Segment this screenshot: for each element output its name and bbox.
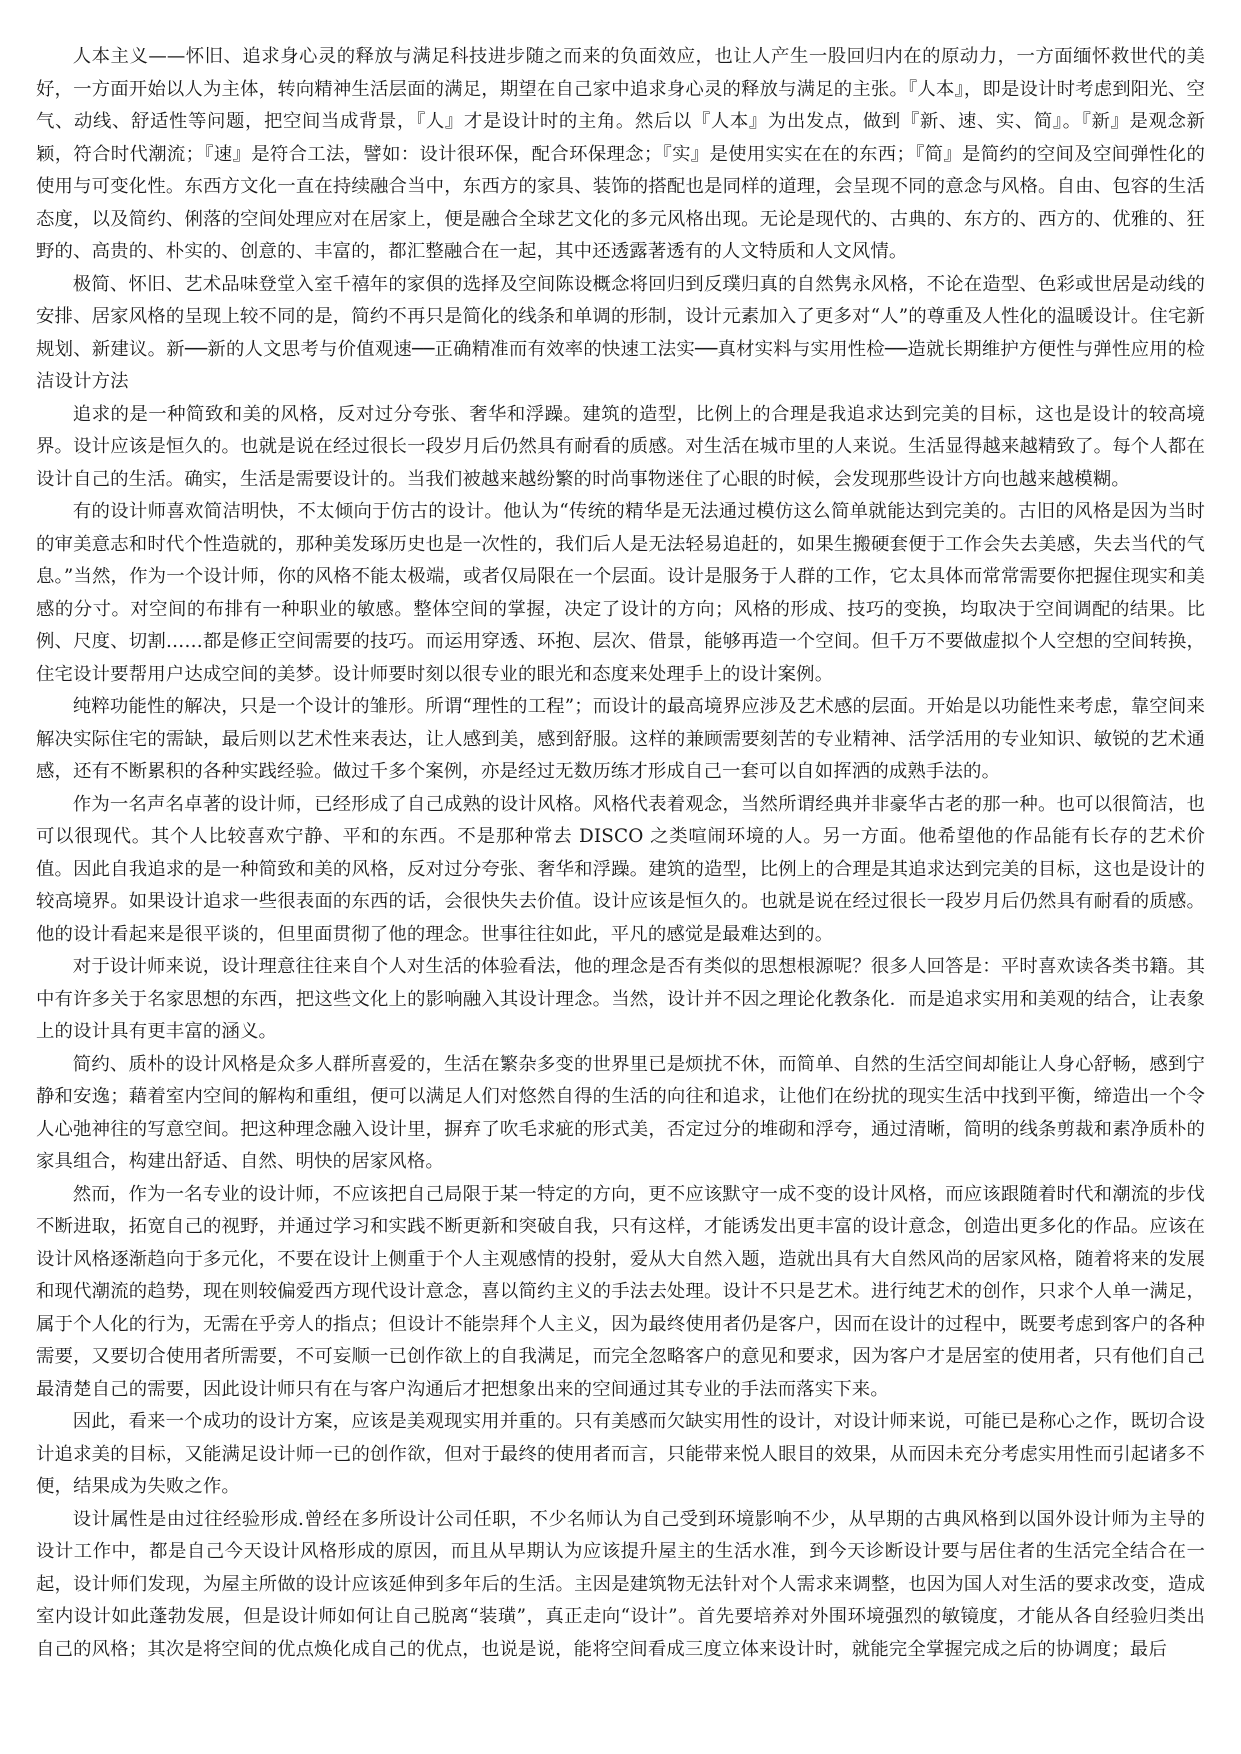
paragraph-10: 因此，看来一个成功的设计方案，应该是美观现实用并重的。只有美感而欠缺实用性的设计，对设计师来说，可能已是称心之作，既切合设计追求美的目标，又能满足设计师一已的创作欲，但对于最终的使用者而言，只能带来悦人眼目的效果，从而因未充分考虑实用性而引起诸多不便，结果成为失败之作。 bbox=[36, 1411, 1205, 1497]
paragraph-11: 设计属性是由过往经验形成.曾经在多所设计公司任职，不少名师认为自己受到环境影响不少，从早期的古典风格到以国外设计师为主导的设计工作中，都是自己今天设计风格形成的原因，而且从早期认为应该提升屋主的生活水准，到今天诊断设计要与居住者的生活完全结合在一起，设计师们发现，为屋主所做的设计应该延伸到多年后的生活。主因是建筑物无法针对个人需求来调整，也因为国人对生活的要求改变，造成室内设计如此蓬勃发展，但是设计师如何让自己脱离“装璜”，真正走向“设计”。首先要培养对外围环境强烈的敏镜度，才能从各自经验归类出自己的风格；其次是将空间的优点焕化成自己的优点，也说是说，能将空间看成三度立体来设计时，就能完全掌握完成之后的协调度；最后 bbox=[36, 1508, 1205, 1660]
paragraph-3: 追求的是一种简致和美的风格，反对过分夸张、奢华和浮躁。建筑的造型，比例上的合理是我追求达到完美的目标，这也是设计的较高境界。设计应该是恒久的。也就是说在经过很长一段岁月后仍然具有耐看的质感。对生活在城市里的人来说。生活显得越来越精致了。每个人都在设计自己的生活。确实，生活是需要设计的。当我们被越来越纷繁的时尚事物迷住了心眼的时候，会发现那些设计方向也越来越模糊。 bbox=[36, 403, 1205, 490]
paragraph-6: 作为一名声名卓著的设计师，已经形成了自己成熟的设计风格。风格代表着观念，当然所谓经典并非豪华古老的那一种。也可以很简洁，也可以很现代。其个人比较喜欢宁静、平和的东西。不是那种常去 DISCO 之类喧闹环境的人。另一方面。他希望他的作品能有长存的艺术价值。因此自我追求的是一种简致和美的风格，反对过分夸张、奢华和浮躁。建筑的造型，比例上的合理是其追求达到完美的目标，这也是设计的较高境界。如果设计追求一些很表面的东西的话，会很快失去价值。设计应该是恒久的。也就是说在经过很长一段岁月后仍然具有耐看的质感。他的设计看起来是很平谈的，但里面贯彻了他的理念。世事往往如此，平凡的感觉是最难达到的。 bbox=[36, 793, 1205, 945]
paragraph-1: 人本主义——怀旧、追求身心灵的释放与满足科技进步随之而来的负面效应，也让人产生一股回归内在的原动力，一方面缅怀救世代的美好，一方面开始以人为主体，转向精神生活层面的满足，期望在自己家中追求身心灵的释放与满足的主张。『人本』，即是设计时考虑到阳光、空气、动线、舒适性等问题，把空间当成背景，『人』才是设计时的主角。然后以『人本』为出发点，做到『新、速、实、简』。『新』是观念新颖，符合时代潮流；『速』是符合工法，譬如：设计很环保，配合环保理念；『实』是使用实实在在的东西；『简』是简约的空间及空间弹性化的使用与可变化性。东西方文化一直在持续融合当中，东西方的家具、装饰的搭配也是同样的道理，会呈现不同的意念与风格。自由、包容的生活态度，以及简约、俐落的空间处理应对在居家上，便是融合全球艺文化的多元风格出现。无论是现代的、古典的、东方的、西方的、优雅的、狂野的、高贵的、朴实的、创意的、丰富的，都汇整融合在一起，其中还透露著透有的人文特质和人文风情。 bbox=[36, 46, 1205, 262]
paragraph-2: 极简、怀旧、艺术品味登堂入室千禧年的家俱的选择及空间陈设概念将回归到反璞归真的自然隽永风格，不论在造型、色彩或世居是动线的安排、居家风格的呈现上较不同的是，简约不再只是简化的线条和单调的形制，设计元素加入了更多对“人”的尊重及人性化的温暖设计。住宅新规划、新建议。新──新的人文思考与价值观速──正确精准而有效率的快速工法实──真材实料与实用性检──造就长期维护方便性与弹性应用的检洁设计方法 bbox=[36, 273, 1205, 392]
document-body bbox=[36, 41, 1205, 1666]
paragraph-7: 对于设计师来说，设计理意往往来自个人对生活的体验看法，他的理念是否有类似的思想根源呢？很多人回答是：平时喜欢读各类书籍。其中有许多关于名家思想的东西，把这些文化上的影响融入其设计理念。当然，设计并不因之理论化教条化．而是追求实用和美观的结合，让表象上的设计具有更丰富的涵义。 bbox=[36, 956, 1205, 1042]
paragraph-8: 简约、质朴的设计风格是众多人群所喜爱的，生活在繁杂多变的世界里已是烦扰不休，而简单、自然的生活空间却能让人身心舒畅，感到宁静和安逸；藉着室内空间的解构和重组，便可以满足人们对悠然自得的生活的向往和追求，让他们在纷扰的现实生活中找到平衡，缔造出一个令人心弛神往的写意空间。把这种理念融入设计里，摒弃了吹毛求疵的形式美，否定过分的堆砌和浮夸，通过清晰，简明的线条剪裁和素净质朴的家具组合，构建出舒适、自然、明快的居家风格。 bbox=[36, 1053, 1205, 1172]
paragraph-4: 有的设计师喜欢简洁明快，不太倾向于仿古的设计。他认为“传统的精华是无法通过模仿这么简单就能达到完美的。古旧的风格是因为当时的审美意志和时代个性造就的，那种美发琢历史也是一次性的，我们后人是无法轻易追赶的，如果生搬硬套便于工作会失去美感，失去当代的气息。”当然，作为一个设计师，你的风格不能太极端，或者仅局限在一个层面。设计是服务于人群的工作，它太具体而常常需要你把握住现实和美感的分寸。对空间的布排有一种职业的敏感。整体空间的掌握，决定了设计的方向；风格的形成、技巧的变换，均取决于空间调配的结果。比例、尺度、切割……都是修正空间需要的技巧。而运用穿透、环抱、层次、借景，能够再造一个空间。但千万不要做虚拟个人空想的空间转换，住宅设计要帮用户达成空间的美梦。设计师要时刻以很专业的眼光和态度来处理手上的设计案例。 bbox=[36, 501, 1205, 685]
paragraph-5: 纯粹功能性的解决，只是一个设计的雏形。所谓“理性的工程”；而设计的最高境界应涉及艺术感的层面。开始是以功能性来考虑，靠空间来解决实际住宅的需缺，最后则以艺术性来表达，让人感到美，感到舒服。这样的兼顾需要刻苦的专业精神、活学活用的专业知识、敏锐的艺术通感，还有不断累积的各种实践经验。做过千多个案例，亦是经过无数历练才形成自己一套可以自如挥洒的成熟手法的。 bbox=[36, 696, 1205, 782]
paragraph-9: 然而，作为一名专业的设计师，不应该把自己局限于某一特定的方向，更不应该默守一成不变的设计风格，而应该跟随着时代和潮流的步伐不断进取，拓宽自己的视野，并通过学习和实践不断更新和突破自我，只有这样，才能诱发出更丰富的设计意念，创造出更多化的作品。应该在设计风格逐渐趋向于多元化，不要在设计上侧重于个人主观感情的投射，爱从大自然入题，造就出具有大自然风尚的居家风格，随着将来的发展和现代潮流的趋势，现在则较偏爱西方现代设计意念，喜以简约主义的手法去处理。设计不只是艺术。进行纯艺术的创作，只求个人单一满足，属于个人化的行为，无需在乎旁人的指点；但设计不能崇拜个人主义，因为最终使用者仍是客户，因而在设计的过程中，既要考虑到客户的各种需要，又要切合使用者所需要，不可妄顺一已创作欲上的自我满足，而完全忽略客户的意见和要求，因为客户才是居室的使用者，只有他们自己最清楚自己的需要，因此设计师只有在与客户沟通后才把想象出来的空间通过其专业的手法而落实下来。 bbox=[36, 1183, 1205, 1400]
